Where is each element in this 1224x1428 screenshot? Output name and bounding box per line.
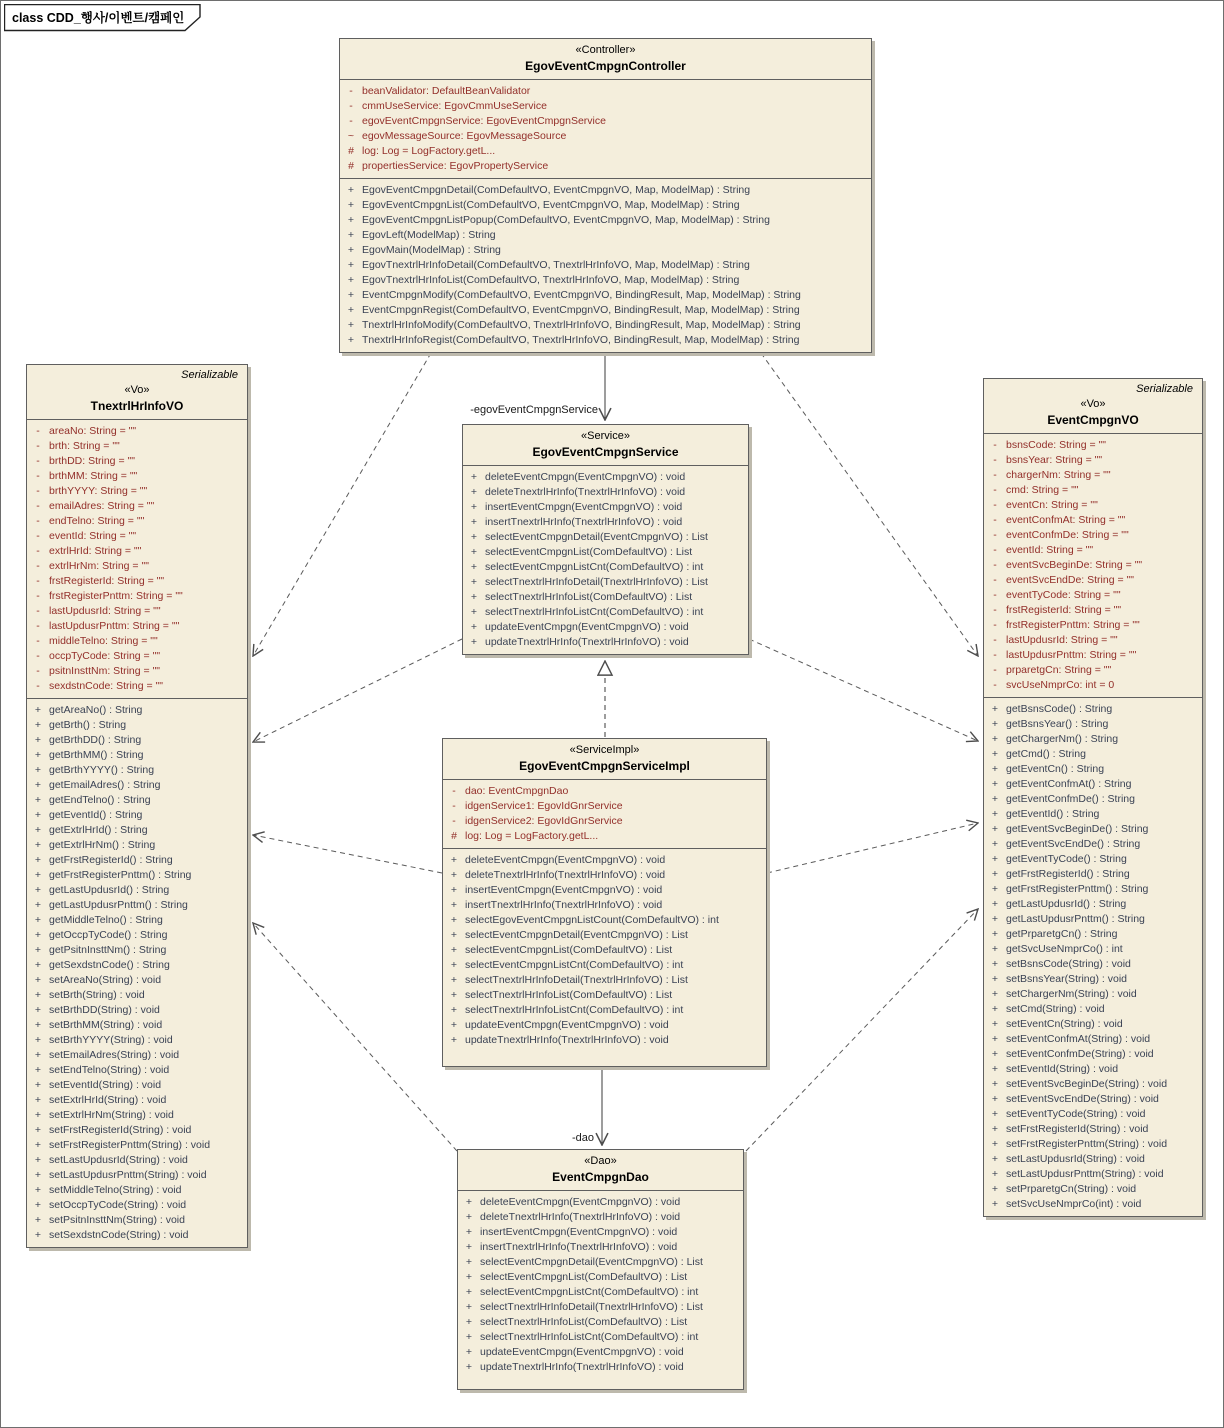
member-row: + deleteTnextrlHrInfo(TnextrlHrInfoVO) : void [450,869,666,881]
member-row: + getEventSvcEndDe() : String [991,838,1141,850]
dependency-service-to-eventcmpgnvo[interactable] [749,639,978,741]
member-row: + updateTnextrlHrInfo(TnextrlHrInfoVO) : void [450,1034,669,1046]
member-row: + EventCmpgnModify(ComDefaultVO, EventCmpgnVO, BindingResult, Map, ModelMap) : String [347,289,801,301]
member-row: + EgovTnextrlHrInfoList(ComDefaultVO, TnextrlHrInfoVO, Map, ModelMap) : String [347,274,740,286]
class-name: EgovEventCmpgnServiceImpl [519,759,690,773]
member-row: + EgovEventCmpgnDetail(ComDefaultVO, EventCmpgnVO, Map, ModelMap) : String [347,184,751,196]
operations-compartment [463,465,748,654]
member-row: - brthMM: String = "" [36,470,138,482]
member-row: - sexdstnCode: String = "" [36,680,163,692]
member-row: + getLastUpdusrPnttm() : String [34,899,188,911]
operations-compartment [27,698,247,1247]
member-row: + setEventTyCode(String) : void [991,1108,1146,1120]
member-row: + setOccpTyCode(String) : void [34,1199,187,1211]
member-row: + selectEventCmpgnList(ComDefaultVO) : List [450,944,673,956]
member-row: + setFrstRegisterId(String) : void [34,1124,192,1136]
class-header [984,379,1202,433]
dependency-dao-to-tnextrlhrinfovo[interactable] [253,923,457,1151]
member-row: - dao: EventCmpgnDao [452,785,569,797]
member-row: + setLastUpdusrPnttm(String) : void [34,1169,207,1181]
member-row: + getSexdstnCode() : String [34,959,170,971]
member-row: + EgovTnextrlHrInfoDetail(ComDefaultVO, TnextrlHrInfoVO, Map, ModelMap) : String [347,259,750,271]
stereotype-label: «ServiceImpl» [569,744,640,756]
member-row: - endTelno: String = "" [36,515,145,527]
annotation-label: Serializable [181,369,238,381]
member-row: - idgenService2: EgovIdGnrService [452,815,623,827]
member-row: + deleteEventCmpgn(EventCmpgnVO) : void [450,854,666,866]
member-row: + selectEventCmpgnListCnt(ComDefaultVO) : int [470,561,704,573]
member-row: - brth: String = "" [36,440,120,452]
member-row: + getMiddleTelno() : String [34,914,163,926]
member-row: + getCmd() : String [991,748,1086,760]
member-row: + insertTnextrlHrInfo(TnextrlHrInfoVO) : void [470,516,683,528]
member-row: + setBrthYYYY(String) : void [34,1034,173,1046]
association-label-dao: -dao [571,1132,594,1144]
class-header [340,39,871,79]
member-row: + getEventConfmAt() : String [991,778,1132,790]
member-row: + selectTnextrlHrInfoListCnt(ComDefaultVO) : int [450,1004,684,1016]
member-row: + setEventSvcEndDe(String) : void [991,1093,1159,1105]
member-row: + selectEventCmpgnList(ComDefaultVO) : List [470,546,693,558]
class-name: EventCmpgnDao [552,1170,649,1184]
member-row: + deleteTnextrlHrInfo(TnextrlHrInfoVO) : void [465,1211,681,1223]
member-row: + insertEventCmpgn(EventCmpgnVO) : void [470,501,683,513]
member-row: + EgovEventCmpgnListPopup(ComDefaultVO, EventCmpgnVO, Map, ModelMap) : String [347,214,770,226]
member-row: + TnextrlHrInfoModify(ComDefaultVO, TnextrlHrInfoVO, BindingResult, Map, ModelMap) : String [347,319,801,331]
member-row: + getChargerNm() : String [991,733,1119,745]
member-row: - extrlHrId: String = "" [36,545,142,557]
attributes-compartment [443,779,766,848]
member-row: + getEventId() : String [991,808,1100,820]
class-header [443,739,766,779]
operations-compartment [340,178,871,352]
member-row: + setBsnsCode(String) : void [991,958,1131,970]
member-row: - brthYYYY: String = "" [36,485,148,497]
class-name: EventCmpgnVO [1047,413,1139,427]
member-row: - eventId: String = "" [993,544,1094,556]
member-row: + setEventId(String) : void [991,1063,1119,1075]
frame-title-tab [4,4,264,32]
class-header [463,425,748,465]
member-row: + getBsnsCode() : String [991,703,1113,715]
class-name: EgovEventCmpgnController [525,59,686,73]
stereotype-label: «Controller» [575,44,636,56]
member-row: + getEventId() : String [34,809,143,821]
member-row: - chargerNm: String = "" [993,469,1111,481]
member-row: + getOccpTyCode() : String [34,929,168,941]
member-row: - extrlHrNm: String = "" [36,560,149,572]
member-row: + selectEventCmpgnDetail(EventCmpgnVO) : List [450,929,688,941]
member-row: + selectEventCmpgnList(ComDefaultVO) : List [465,1271,688,1283]
member-row: + insertTnextrlHrInfo(TnextrlHrInfoVO) : void [465,1241,678,1253]
member-row: + getExtrlHrNm() : String [34,839,156,851]
member-row: + getFrstRegisterId() : String [991,868,1130,880]
member-row: - eventSvcBeginDe: String = "" [993,559,1143,571]
dependency-service-to-tnextrlhrinfovo[interactable] [253,639,462,742]
member-row: + getLastUpdusrId() : String [34,884,170,896]
annotation-label: Serializable [1136,383,1193,395]
stereotype-label: «Vo» [124,384,150,396]
member-row: - lastUpdusrPnttm: String = "" [36,620,180,632]
class-egov-event-cmpgn-controller[interactable] [339,38,872,353]
member-row: + getBrthDD() : String [34,734,142,746]
member-row: + getEventConfmDe() : String [991,793,1135,805]
member-row: + selectEventCmpgnDetail(EventCmpgnVO) : List [465,1256,703,1268]
member-row: + setLastUpdusrId(String) : void [991,1153,1145,1165]
dependency-controller-to-eventcmpgnvo[interactable] [761,353,978,656]
member-row: - lastUpdusrId: String = "" [36,605,161,617]
member-row: + setBsnsYear(String) : void [991,973,1128,985]
member-row: + setSvcUseNmprCo(int) : void [991,1198,1142,1210]
member-row: + TnextrlHrInfoRegist(ComDefaultVO, TnextrlHrInfoVO, BindingResult, Map, ModelMap) : String [347,334,800,346]
member-row: + selectEventCmpgnDetail(EventCmpgnVO) : List [470,531,708,543]
member-row: + setEmailAdres(String) : void [34,1049,180,1061]
member-row: + setSexdstnCode(String) : void [34,1229,189,1241]
attributes-compartment [27,419,247,698]
member-row: + getLastUpdusrId() : String [991,898,1127,910]
member-row: + insertTnextrlHrInfo(TnextrlHrInfoVO) : void [450,899,663,911]
member-row: + getEndTelno() : String [34,794,151,806]
member-row: + setCmd(String) : void [991,1003,1105,1015]
member-row: + getEventSvcBeginDe() : String [991,823,1149,835]
member-row: + setEventId(String) : void [34,1079,162,1091]
member-row: + setAreaNo(String) : void [34,974,162,986]
association-label-egov-event-cmpgn-service: -egovEventCmpgnService [470,404,598,416]
member-row: + selectEventCmpgnListCnt(ComDefaultVO) : int [465,1286,699,1298]
member-row: - occpTyCode: String = "" [36,650,161,662]
member-row: + setEventConfmAt(String) : void [991,1033,1151,1045]
member-row: - bsnsYear: String = "" [993,454,1103,466]
member-row: + setChargerNm(String) : void [991,988,1137,1000]
member-row: - middleTelno: String = "" [36,635,158,647]
member-row: - eventCn: String = "" [993,499,1098,511]
member-row: + EgovLeft(ModelMap) : String [347,229,496,241]
class-event-cmpgn-dao[interactable] [457,1149,744,1390]
member-row: - eventId: String = "" [36,530,137,542]
member-row: + getAreaNo() : String [34,704,143,716]
member-row: + setLastUpdusrPnttm(String) : void [991,1168,1164,1180]
member-row: + selectTnextrlHrInfoListCnt(ComDefaultVO) : int [465,1331,699,1343]
member-row: - eventConfmDe: String = "" [993,529,1129,541]
member-row: + setEventCn(String) : void [991,1018,1123,1030]
frame-title: class CDD_행사/이벤트/캠페인 [12,11,185,25]
stereotype-label: «Service» [581,430,630,442]
member-row: - frstRegisterId: String = "" [993,604,1122,616]
member-row: + getEventCn() : String [991,763,1105,775]
member-row: + getLastUpdusrPnttm() : String [991,913,1145,925]
dependency-dao-to-eventcmpgnvo[interactable] [746,909,978,1151]
member-row: + setBrthDD(String) : void [34,1004,160,1016]
member-row: - frstRegisterPnttm: String = "" [993,619,1140,631]
member-row: + selectTnextrlHrInfoDetail(TnextrlHrInfoVO) : List [470,576,708,588]
member-row: + getBrth() : String [34,719,127,731]
member-row: + setPsitnInsttNm(String) : void [34,1214,185,1226]
class-name: TnextrlHrInfoVO [90,399,184,413]
member-row: - bsnsCode: String = "" [993,439,1106,451]
member-row: + setMiddleTelno(String) : void [34,1184,182,1196]
stereotype-label: «Vo» [1080,398,1106,410]
dependency-controller-to-tnextrlhrinfovo[interactable] [253,353,431,656]
member-row: + getBrthYYYY() : String [34,764,155,776]
member-row: + EgovMain(ModelMap) : String [347,244,501,256]
member-row: + getFrstRegisterPnttm() : String [34,869,192,881]
member-row: - lastUpdusrId: String = "" [993,634,1118,646]
class-header [27,365,247,419]
member-row: - lastUpdusrPnttm: String = "" [993,649,1137,661]
member-row: - eventSvcEndDe: String = "" [993,574,1134,586]
member-row: + updateEventCmpgn(EventCmpgnVO) : void [450,1019,669,1031]
member-row: + setExtrlHrId(String) : void [34,1094,167,1106]
member-row: # log: Log = LogFactory.getL... [451,830,599,842]
member-row: - prparetgCn: String = "" [993,664,1112,676]
dependency-serviceimpl-to-tnextrlhrinfovo[interactable] [253,835,442,873]
member-row: + setEventConfmDe(String) : void [991,1048,1154,1060]
attributes-compartment [340,79,871,178]
dependency-serviceimpl-to-eventcmpgnvo[interactable] [767,823,978,873]
member-row: + setFrstRegisterPnttm(String) : void [991,1138,1168,1150]
member-row: + setExtrlHrNm(String) : void [34,1109,174,1121]
member-row: - frstRegisterId: String = "" [36,575,165,587]
class-header [458,1150,743,1190]
member-row: - eventTyCode: String = "" [993,589,1121,601]
member-row: - idgenService1: EgovIdGnrService [452,800,623,812]
member-row: + insertEventCmpgn(EventCmpgnVO) : void [465,1226,678,1238]
operations-compartment [984,697,1202,1216]
operations-compartment [458,1190,743,1389]
member-row: + EventCmpgnRegist(ComDefaultVO, EventCmpgnVO, BindingResult, Map, ModelMap) : String [347,304,800,316]
member-row: - brthDD: String = "" [36,455,135,467]
member-row: + selectTnextrlHrInfoListCnt(ComDefaultVO) : int [470,606,704,618]
member-row: + updateEventCmpgn(EventCmpgnVO) : void [465,1346,684,1358]
member-row: + setBrthMM(String) : void [34,1019,163,1031]
class-tnextrl-hr-info-vo[interactable] [26,364,248,1248]
member-row: - eventConfmAt: String = "" [993,514,1126,526]
member-row: - areaNo: String = "" [36,425,137,437]
member-row: - svcUseNmprCo: int = 0 [993,679,1115,691]
member-row: + updateTnextrlHrInfo(TnextrlHrInfoVO) : void [470,636,689,648]
member-row: + insertEventCmpgn(EventCmpgnVO) : void [450,884,663,896]
member-row: + getBsnsYear() : String [991,718,1109,730]
member-row: + getExtrlHrId() : String [34,824,148,836]
member-row: + setLastUpdusrId(String) : void [34,1154,188,1166]
member-row: + updateTnextrlHrInfo(TnextrlHrInfoVO) : void [465,1361,684,1373]
member-row: - beanValidator: DefaultBeanValidator [349,85,531,97]
member-row: + selectTnextrlHrInfoList(ComDefaultVO) : List [470,591,693,603]
member-row: + deleteEventCmpgn(EventCmpgnVO) : void [470,471,686,483]
member-row: + setBrth(String) : void [34,989,145,1001]
member-row: + selectTnextrlHrInfoDetail(TnextrlHrInfoVO) : List [465,1301,703,1313]
member-row: + getEmailAdres() : String [34,779,161,791]
member-row: # propertiesService: EgovPropertyService [348,160,549,172]
member-row: + updateEventCmpgn(EventCmpgnVO) : void [470,621,689,633]
class-egov-event-cmpgn-service[interactable] [462,424,749,655]
member-row: + getSvcUseNmprCo() : int [991,943,1123,955]
member-row: + setEndTelno(String) : void [34,1064,170,1076]
member-row: + deleteEventCmpgn(EventCmpgnVO) : void [465,1196,681,1208]
member-row: - cmd: String = "" [993,484,1079,496]
member-row: # log: Log = LogFactory.getL... [348,145,496,157]
member-row: - frstRegisterPnttm: String = "" [36,590,183,602]
member-row: + selectEgovEventCmpgnListCount(ComDefaultVO) : int [450,914,719,926]
attributes-compartment [984,433,1202,697]
member-row: + setPrparetgCn(String) : void [991,1183,1137,1195]
member-row: + setEventSvcBeginDe(String) : void [991,1078,1168,1090]
member-row: + getFrstRegisterId() : String [34,854,173,866]
member-row: + selectEventCmpgnListCnt(ComDefaultVO) : int [450,959,684,971]
stereotype-label: «Dao» [584,1155,617,1167]
member-row: + selectTnextrlHrInfoDetail(TnextrlHrInfoVO) : List [450,974,688,986]
class-name: EgovEventCmpgnService [532,445,679,459]
member-row: + selectTnextrlHrInfoList(ComDefaultVO) : List [450,989,673,1001]
member-row: + getBrthMM() : String [34,749,144,761]
class-event-cmpgn-vo[interactable] [983,378,1203,1217]
member-row: + deleteTnextrlHrInfo(TnextrlHrInfoVO) : void [470,486,686,498]
member-row: + getEventTyCode() : String [991,853,1127,865]
member-row: + selectTnextrlHrInfoList(ComDefaultVO) : List [465,1316,688,1328]
member-row: - psitnInsttNm: String = "" [36,665,161,677]
member-row: ~ egovMessageSource: EgovMessageSource [347,130,567,142]
member-row: - egovEventCmpgnService: EgovEventCmpgnService [349,115,606,127]
member-row: + EgovEventCmpgnList(ComDefaultVO, EventCmpgnVO, Map, ModelMap) : String [347,199,740,211]
member-row: - cmmUseService: EgovCmmUseService [349,100,547,112]
member-row: + getFrstRegisterPnttm() : String [991,883,1149,895]
member-row: + getPsitnInsttNm() : String [34,944,167,956]
operations-compartment [443,848,766,1066]
member-row: + setFrstRegisterId(String) : void [991,1123,1149,1135]
member-row: + getPrparetgCn() : String [991,928,1118,940]
member-row: + setFrstRegisterPnttm(String) : void [34,1139,211,1151]
member-row: - emailAdres: String = "" [36,500,155,512]
class-egov-event-cmpgn-service-impl[interactable] [442,738,767,1067]
